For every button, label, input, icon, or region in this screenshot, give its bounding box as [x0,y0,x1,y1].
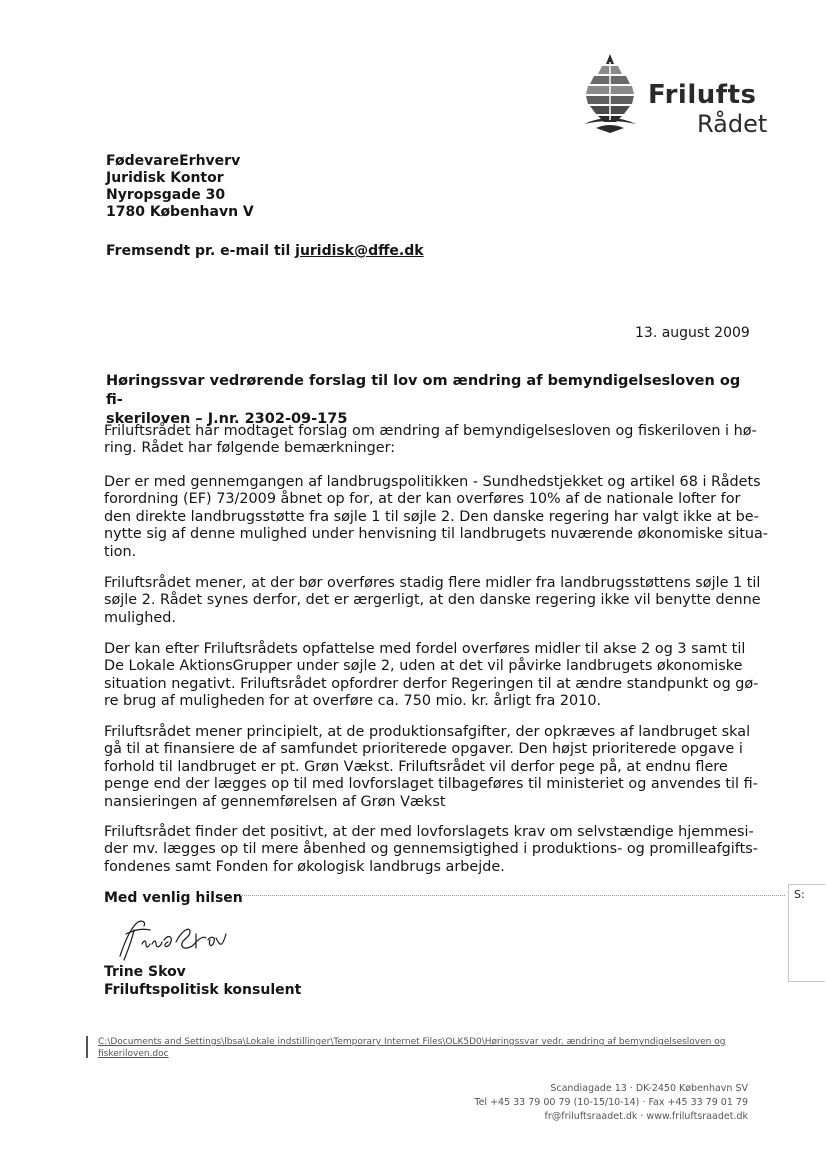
subject-line: Høringssvar vedrørende forslag til lov om ændring af bemyndigelsesloven og fi- [106,373,741,408]
paragraph-line: gå til at finansiere de af samfundet prioriterede opgaver. Den højst prioriterede opgave i [104,741,743,758]
paragraph-line: Friluftsrådet finder det positivt, at der med lovforslagets krav om selvstændige hjemmesi- [104,824,754,840]
paragraph-line: nansieringen af gennemførelsen af Grøn Vækst [104,793,446,810]
paragraph-line: Der kan efter Friluftsrådets opfattelse med fordel overføres midler til akse 2 og 3 samt til [104,641,746,657]
paragraph-line: situation negativt. Friluftsrådet opfordrer derfor Regeringen til at ændre standpunkt og gø- [104,675,759,692]
paragraph-line: penge end der lægges op til med lovforslaget tilbageføres til ministeriet og anvendes til fi- [104,776,758,793]
paragraph-line: mulighed. [104,609,176,626]
paragraph-line: forordning (EF) 73/2009 åbnet op for, at der kan overføres 10% af de nationale lofter for [104,491,741,508]
footer-web[interactable]: fr@friluftsraadet.dk · www.friluftsraadet.dk [544,1111,748,1122]
subject-line: skeriloven – J.nr. 2302-09-175 [106,411,348,427]
paragraph-line: den direkte landbrugsstøtte fra søjle 1 til søjle 2. Den danske regering har valgt ikke at be- [104,508,759,525]
recipient-street: Nyropsgade 30 [106,187,226,203]
logo-wordmark-line1: Frilufts [648,80,757,110]
handwritten-signature [116,914,236,966]
paragraph-line: Friluftsrådet har modtaget forslag om ændring af bemyndigelsesloven og fiskeriloven i hø- [104,423,757,439]
paragraph-line: fondenes samt Fonden for økologisk landbrugs arbejde. [104,858,505,875]
paragraph-line: der mv. lægges op til mere åbenhed og gennemsigtighed i produktions- og promilleafgifts- [104,841,758,858]
dotted-divider [240,895,785,896]
paragraph-line: tion. [104,543,137,560]
margin-bar [86,1036,88,1058]
paragraph-line: forhold til landbruget er pt. Grøn Vækst. Friluftsrådet vil derfor pege på, at endnu flere [104,758,728,775]
footer-address: Scandiagade 13 · DK-2450 København SV [550,1083,748,1094]
letter-subject [106,372,746,429]
paragraph-line: re brug af muligheden for at overføre ca. 750 mio. kr. årligt fra 2010. [104,693,602,710]
logo-wordmark-line2: Rådet [697,110,768,138]
paragraph-line: De Lokale AktionsGrupper under søjle 2, uden at det vil påvirke landbrugets økonomiske [104,658,743,675]
body-paragraph [104,575,761,627]
edge-fragment-label: S: [794,888,805,901]
paragraph-line: Friluftsrådet mener principielt, at de produktionsafgifter, der opkræves af landbruget skal [104,724,751,740]
body-paragraph [104,824,758,876]
body-paragraph [104,641,759,711]
sent-prefix: Fremsendt pr. e-mail til [106,243,296,259]
signer-title: Friluftspolitisk konsulent [104,982,302,998]
paragraph-line: Friluftsrådet mener, at der bør overføres stadig flere midler fra landbrugsstøttens søjle 1 til [104,575,761,591]
recipient-city: 1780 København V [106,204,254,220]
signer-name: Trine Skov [104,964,186,980]
leaf-logo-icon [578,52,642,134]
paragraph-line: søjle 2. Rådet synes derfor, det er ærgerligt, at den danske regering ikke vil benytte denne [104,592,761,609]
document-file-path: C:\Documents and Settings\lbsa\Lokale indstillinger\Temporary Internet Files\OLK5D0\Høringssvar vedr. ændring af bemyndigelsesloven og fiskeriloven.doc [98,1037,726,1059]
letter-date: 13. august 2009 [635,325,750,341]
paragraph-line: nytte sig af denne mulighed under henvisning til landbrugets nuværende økonomiske situa- [104,526,768,543]
sent-line [106,243,424,259]
body-paragraph [104,474,768,561]
closing-salutation: Med venlig hilsen [104,890,243,906]
sent-email-link[interactable]: juridisk@dffe.dk [295,243,424,259]
recipient-org: FødevareErhverv [106,153,241,169]
recipient-dept: Juridisk Kontor [106,170,224,186]
footer-phone: Tel +45 33 79 00 79 (10-15/10-14) · Fax +45 33 79 01 79 [474,1097,748,1108]
body-paragraph [104,423,757,458]
paragraph-line: ring. Rådet har følgende bemærkninger: [104,440,396,457]
paragraph-line: Der er med gennemgangen af landbrugspolitikken - Sundhedstjekket og artikel 68 i Rådets [104,474,761,490]
body-paragraph [104,724,758,811]
